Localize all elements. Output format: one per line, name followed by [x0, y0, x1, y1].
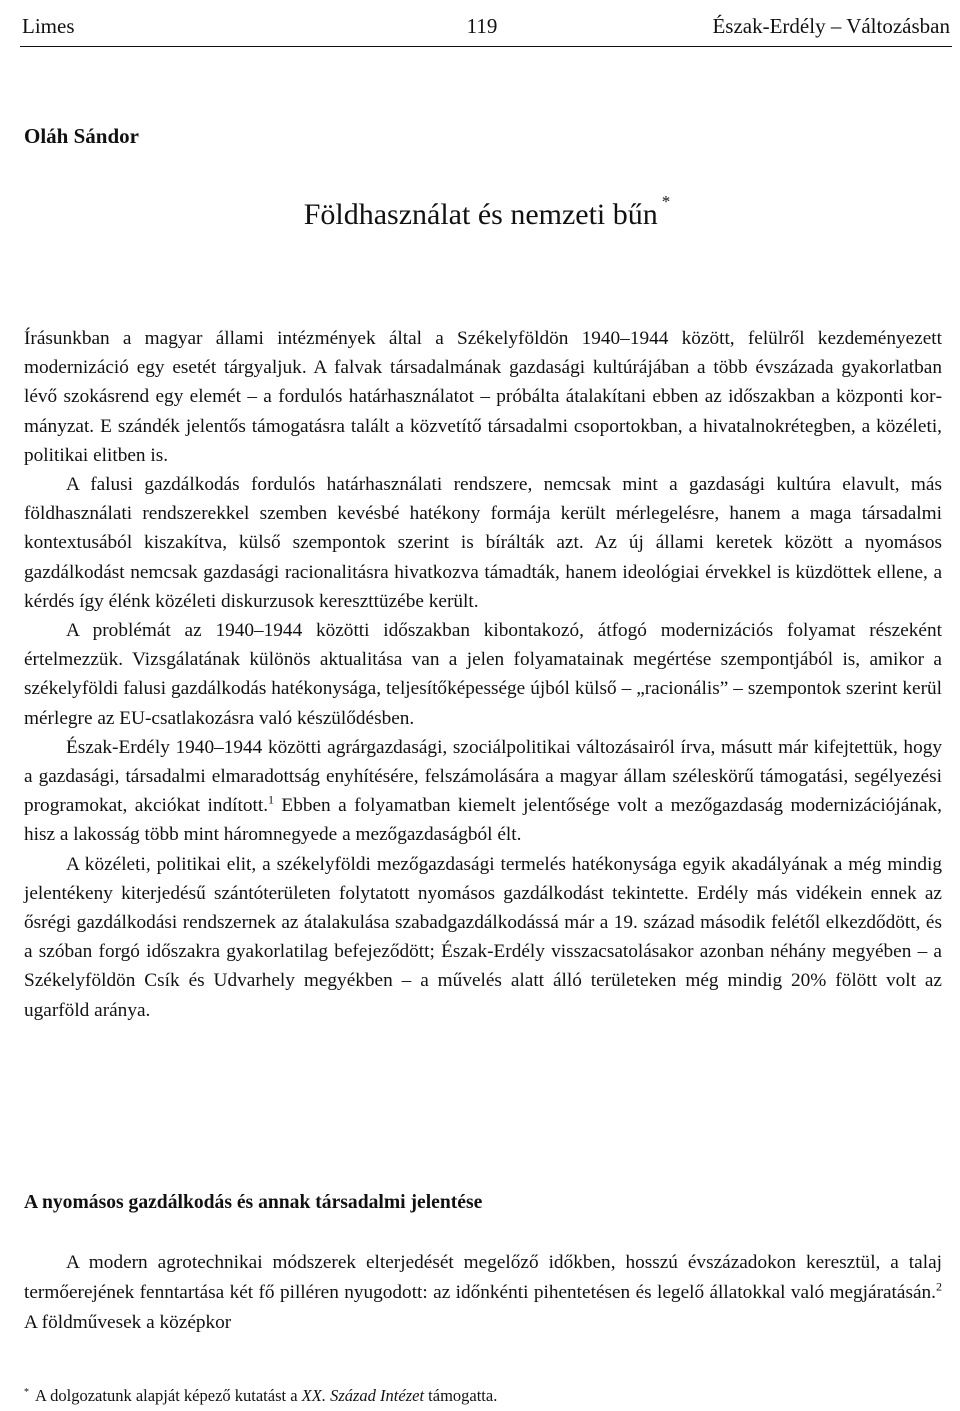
article-title-text: Földhasználat és nemzeti bűn	[303, 198, 658, 231]
section-body	[24, 1248, 942, 1338]
paragraph-3: A problémát az 1940–1944 közötti időszakban kibontakozó, átfogó modernizációs folyamat részeként értelmezzük. Vizsgálatának különös aktualitása van a jelen folyamatainak megértése szempontjából is, amikor a székelyföldi falusi gazdálkodás hatékonysága, teljesítőképessége újból külső – „racionális” – szempontok szerint kerül mérlegre az EU-csatlakozásra való készülődésben.	[24, 620, 942, 729]
article-body	[24, 324, 942, 1025]
article-title	[0, 192, 960, 232]
footnote-mark: *	[24, 1386, 29, 1398]
paragraph-4-text: Észak-Erdély 1940–1944 közötti agrárgazdasági, szociálpolitikai változásairól írva, másutt már kifejtettük, hogy a gazdasági, társadalmi elmaradottság enyhítésére, felszámolására a magyar állam széleskörű támogatási, segélyezési programokat, akciókat indított.	[24, 736, 942, 817]
title-footnote-mark: *	[661, 192, 671, 211]
footnote-text-after: támogatta.	[424, 1386, 498, 1405]
section-paragraph-text: A modern agrotechnikai módszerek elterjedését megelőző időkben, hosszú évszázadokon keresztül, a talaj termőerejének fenntartása két fő pilléren nyugodott: az időnkénti pihentetésen és legelő állatokkal való megjáratásán.	[24, 1252, 942, 1303]
running-header	[22, 12, 950, 40]
paragraph-1: Írásunkban a magyar állami intézmények által a Székelyföldön 1940–1944 között, felülről kezdeményezett modernizáció egy esetét tárgyaljuk. A falvak társadalmának gazdasági kultúrájában a több évszázada gyakorlatban lévő szokásrend egy elemét – a fordulós határhasználatot – próbálta átalakítani ebben az időszakban a központi kormányzat. E szándék jelentős támogatásra talált a közvetítő társadalmi csoportokban, a hivatalnokrétegben, a közéleti, politikai elitben is.	[24, 328, 942, 466]
paragraph-4	[24, 733, 942, 850]
footnote	[24, 1386, 497, 1406]
section-paragraph-continued: A földművesek a középkor	[24, 1312, 232, 1333]
author-name: Oláh Sándor	[24, 124, 139, 148]
footnote-ref-2[interactable]: 2	[936, 1279, 942, 1294]
section-paragraph	[24, 1248, 942, 1338]
header-rule	[20, 46, 952, 47]
paragraph-5: A közéleti, politikai elit, a székelyföldi mezőgazdasági termelés hatékonysága egyik akadályának a még mindig jelentékeny kiterjedésű szántóterületen folytatott nyomásos gazdálkodást tekintette. Erdély más vidékein ennek az ősrégi gazdálkodási rendszernek az átalakulása szabadgazdálkodássá már a 19. század második felétől elkezdődött, és a szóban forgó időszakra gyakorlatilag befejeződött; Észak-Erdély visszacsatolásakor azonban néhány megyében – a Székelyföldön Csík és Udvarhely megyékben – a művelés alatt álló területeken még mindig 20% fölött volt az ugarföld aránya.	[24, 853, 942, 1021]
footnote-ref-1[interactable]: 1	[268, 792, 275, 807]
issue-title: Észak-Erdély – Változásban	[712, 14, 950, 38]
paragraph-2: A falusi gazdálkodás fordulós határhasználati rendszere, nemcsak mint a gazdasági kultúra elavult, más földhasználati rendszerekkel szemben kevésbé hatékony formája került mérlegelésre, hanem a maga társadalmi kontextusából kiszakítva, külső szempontok szerint is bírálták azt. Az új állami keretek között a nyomásos gazdálkodást nemcsak gazdasági racionalitásra hivatkozva támadták, hanem ideológiai érvekkel is küzdöttek ellene, a kérdés így élénk közéleti diskurzusok kereszttüzébe került.	[24, 474, 942, 612]
page-number: 119	[466, 14, 498, 38]
section-heading: A nyomásos gazdálkodás és annak társadalmi jelentése	[24, 1192, 483, 1213]
paragraph-4-continued: Ebben a folyamatban kiemelt jelentősége volt a mezőgazdaság modernizációjának, hisz a lakosság több mint háromnegyede a mezőgazdaságból élt.	[24, 795, 942, 846]
journal-name: Limes	[22, 14, 75, 38]
footnote-institution: XX. Század Intézet	[301, 1386, 425, 1405]
footnote-text-before: A dolgozatunk alapját képező kutatást a	[35, 1386, 302, 1405]
